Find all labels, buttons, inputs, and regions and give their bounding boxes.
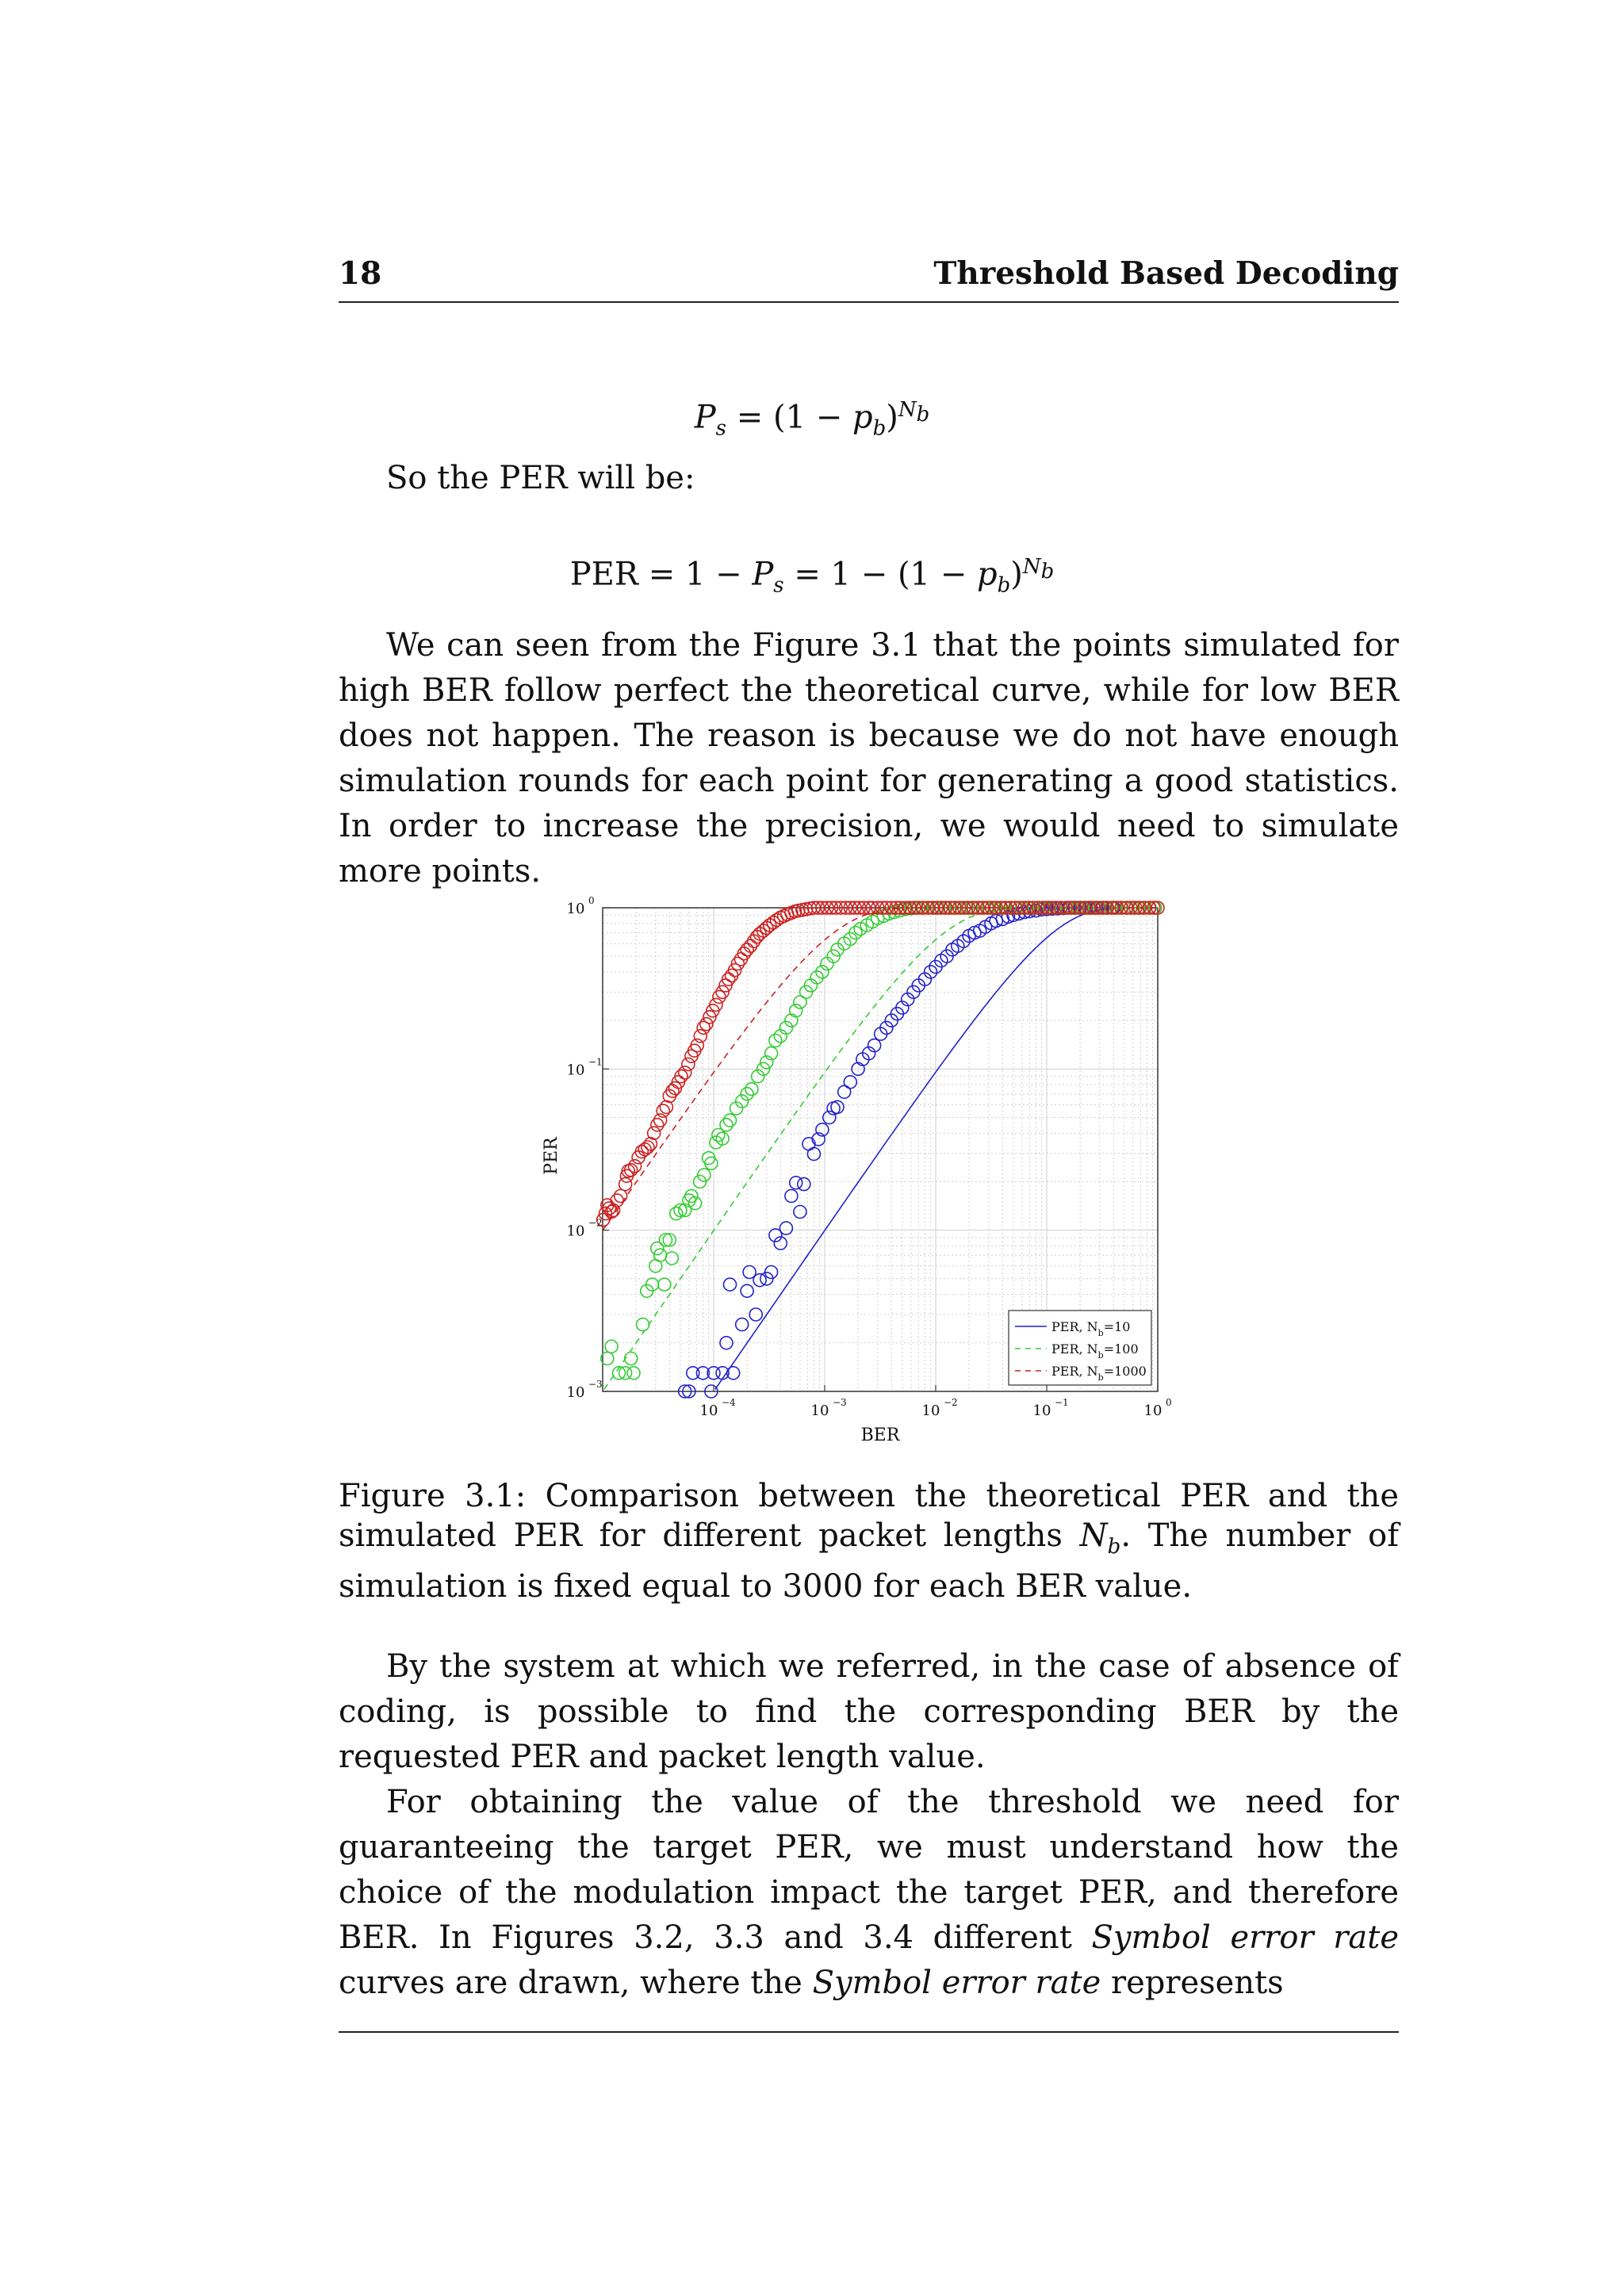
legend-label: PER, $N_b=1000$ [1051,1364,1147,1383]
sim-point [810,971,823,984]
sim-point [779,1222,792,1234]
sim-point [844,1076,856,1089]
paragraph-1: We can seen from the Figure 3.1 that the points simulated for high BER follow perfect the theoretical curve, while for low BER does not happen. The reason is because we do not have enough simulation rounds for each point for generating a good statistics. In order to increase the precision, we would need to simulate more points. [339,627,1399,890]
sim-point [637,1318,649,1331]
sim-point [724,1278,737,1291]
chapter-title: Threshold Based Decoding [933,255,1399,292]
sim-point [741,943,753,956]
x-tick-exponent: −1 [1055,1397,1069,1408]
footer-rule [339,2031,1399,2033]
sim-point [741,1284,753,1297]
per-vs-ber-chart [539,888,1189,1459]
sim-point [736,1318,749,1331]
equation-ps: $P_s = (1 - p_b)^{N_b}$ [694,398,930,441]
x-tick-label: 10 [921,1402,940,1419]
intro-line: So the PER will be: [386,460,695,496]
x-tick-label: 10 [699,1402,718,1419]
sim-point [749,1308,762,1321]
header-rule [339,301,1399,303]
sim-point [665,1252,678,1265]
y-axis-label: PER [542,1137,561,1175]
sim-point [798,1178,810,1191]
y-tick-label: 10 [566,1062,585,1079]
x-tick-exponent: −4 [722,1397,736,1408]
legend-label: PER, $N_b=100$ [1051,1341,1139,1360]
paragraph-2: By the system at which we referred, in the case of absence of coding, is possible to find the corresponding BER by the requested PER and packet length value. [339,1648,1399,1775]
y-tick-exponent: −2 [588,1217,603,1229]
y-tick-label: 10 [566,901,585,917]
sim-point [794,1206,806,1219]
sim-point [651,1119,664,1131]
y-tick-label: 10 [566,1384,585,1401]
legend-label: PER, $N_b=10$ [1051,1319,1131,1338]
y-tick-label: 10 [566,1223,585,1240]
figure-caption: Figure 3.1: Comparison between the theoretical PER and the simulated PER for different packet lengths $N_b$. The number of simulation is fixed equal to 3000 for each BER value. [339,1478,1400,1605]
y-tick-exponent: −1 [588,1056,603,1068]
y-tick-exponent: 0 [588,895,595,906]
y-tick-exponent: −3 [588,1379,603,1390]
sim-point [625,1353,638,1365]
x-tick-exponent: −2 [944,1397,958,1408]
page-number: 18 [339,255,382,292]
sim-point [700,1018,713,1031]
x-axis-label: BER [860,1425,900,1445]
sim-point [838,1085,851,1098]
x-tick-exponent: −3 [833,1397,847,1408]
sim-point [605,1340,618,1353]
x-tick-label: 10 [1143,1402,1162,1419]
sim-point [685,1190,698,1203]
x-tick-label: 10 [810,1402,829,1419]
sim-point [658,1278,671,1291]
sim-point [627,1367,640,1380]
sim-point [679,1066,691,1079]
sim-point [670,1207,683,1220]
figure-3-1 [539,888,1189,1459]
sim-point [687,1367,699,1380]
chart-legend [1009,1311,1151,1385]
paragraph-3: For obtaining the value of the threshold we need for guaranteeing the target PER, we must understand how the choice of the modulation impact the target PER, and therefore BER. In Figures 3.2, 3.3 and 3.4 different Symbol error rate curves are drawn, where the Symbol error rate represents [339,1784,1400,2001]
sim-point [802,1138,815,1150]
x-tick-exponent: 0 [1166,1397,1172,1408]
equation-per: PER = $1 - P_s = 1 - (1 - p_b)^{N_b}$ [569,555,1055,598]
sim-point [615,1190,627,1203]
sim-point [785,1190,798,1203]
sim-point [745,939,757,952]
x-tick-label: 10 [1032,1402,1051,1419]
